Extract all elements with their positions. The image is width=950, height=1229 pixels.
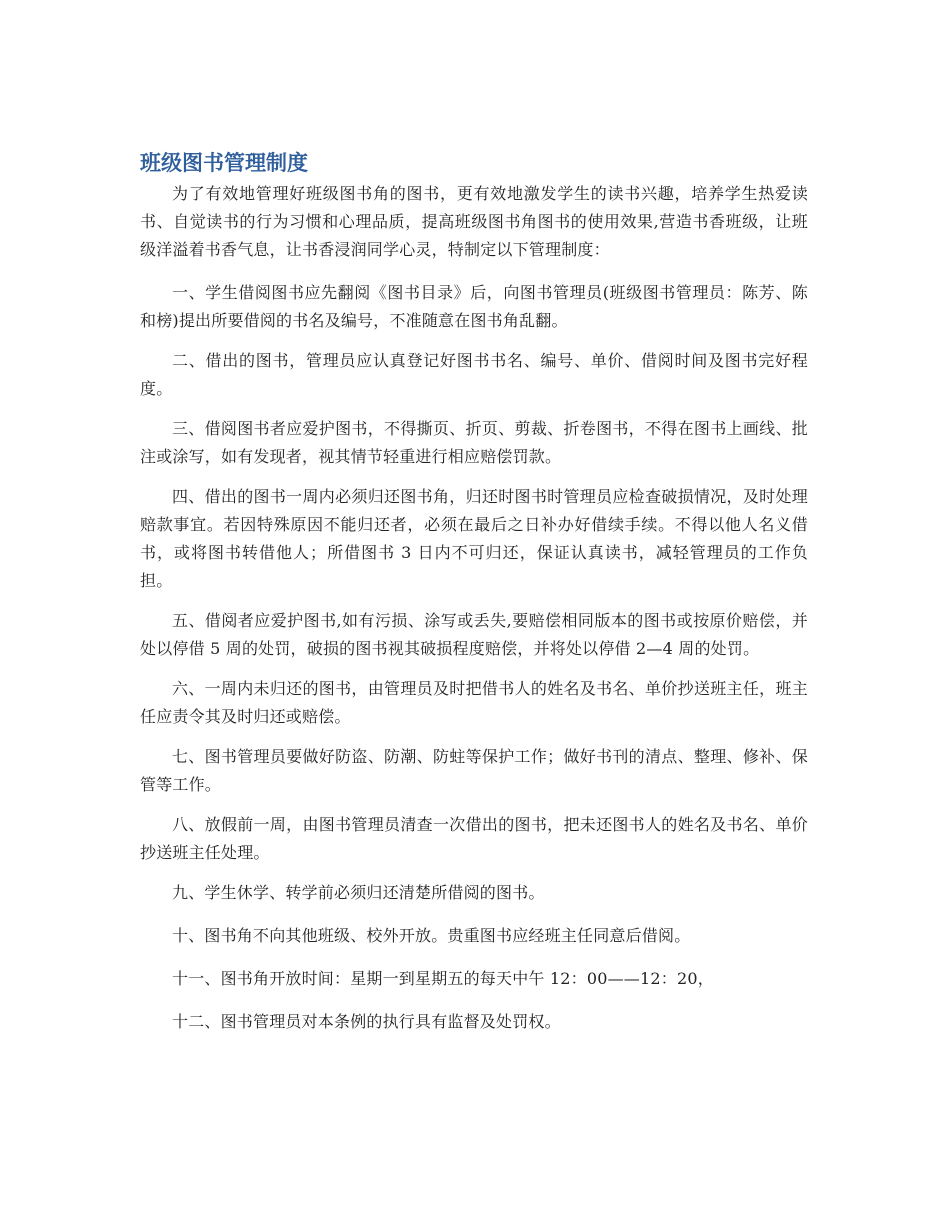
rule-3: 三、借阅图书者应爱护图书，不得撕页、折页、剪裁、折卷图书，不得在图书上画线、批注或涂写，如有发现者，视其情节轻重进行相应赔偿罚款。 xyxy=(140,419,808,466)
rule-1: 一、学生借阅图书应先翻阅《图书目录》后，向图书管理员(班级图书管理员：陈芳、陈和榜)提出所要借阅的书名及编号，不准随意在图书角乱翻。 xyxy=(140,283,808,330)
rule-9: 九、学生休学、转学前必须归还清楚所借阅的图书。 xyxy=(172,883,545,902)
rule-10: 十、图书角不向其他班级、校外开放。贵重图书应经班主任同意后借阅。 xyxy=(172,926,691,945)
rule-12: 十二、图书管理员对本条例的执行具有监督及处罚权。 xyxy=(172,1012,561,1031)
rule-6: 六、一周内未归还的图书，由管理员及时把借书人的姓名及书名、单价抄送班主任，班主任应责令其及时归还或赔偿。 xyxy=(140,679,808,726)
rule-8: 八、放假前一周，由图书管理员清查一次借出的图书，把未还图书人的姓名及书名、单价抄送班主任处理。 xyxy=(140,815,808,862)
page-title: 班级图书管理制度 xyxy=(140,151,308,175)
intro-paragraph: 为了有效地管理好班级图书角的图书，更有效地激发学生的读书兴趣，培养学生热爱读书、自觉读书的行为习惯和心理品质，提高班级图书角图书的使用效果,营造书香班级，让班级洋溢着书香气息，让书香浸润同学心灵，特制定以下管理制度： xyxy=(140,184,808,259)
rule-7: 七、图书管理员要做好防盗、防潮、防蛀等保护工作；做好书刊的清点、整理、修补、保管等工作。 xyxy=(140,747,808,794)
rule-2: 二、借出的图书，管理员应认真登记好图书书名、编号、单价、借阅时间及图书完好程度。 xyxy=(140,351,808,398)
rule-5: 五、借阅者应爱护图书,如有污损、涂写或丢失,要赔偿相同版本的图书或按原价赔偿，并处以停借 5 周的处罚，破损的图书视其破损程度赔偿，并将处以停借 2—4 周的处罚。 xyxy=(140,611,808,658)
document-page xyxy=(140,148,808,1051)
rule-4: 四、借出的图书一周内必须归还图书角，归还时图书时管理员应检查破损情况，及时处理赔款事宜。若因特殊原因不能归还者，必须在最后之日补办好借续手续。不得以他人名义借书，或将图书转借他人；所借图书 3 日内不可归还，保证认真读书，减轻管理员的工作负担。 xyxy=(140,487,808,590)
rule-11: 十一、图书角开放时间：星期一到星期五的每天中午 12：00——12：20， xyxy=(172,969,714,988)
